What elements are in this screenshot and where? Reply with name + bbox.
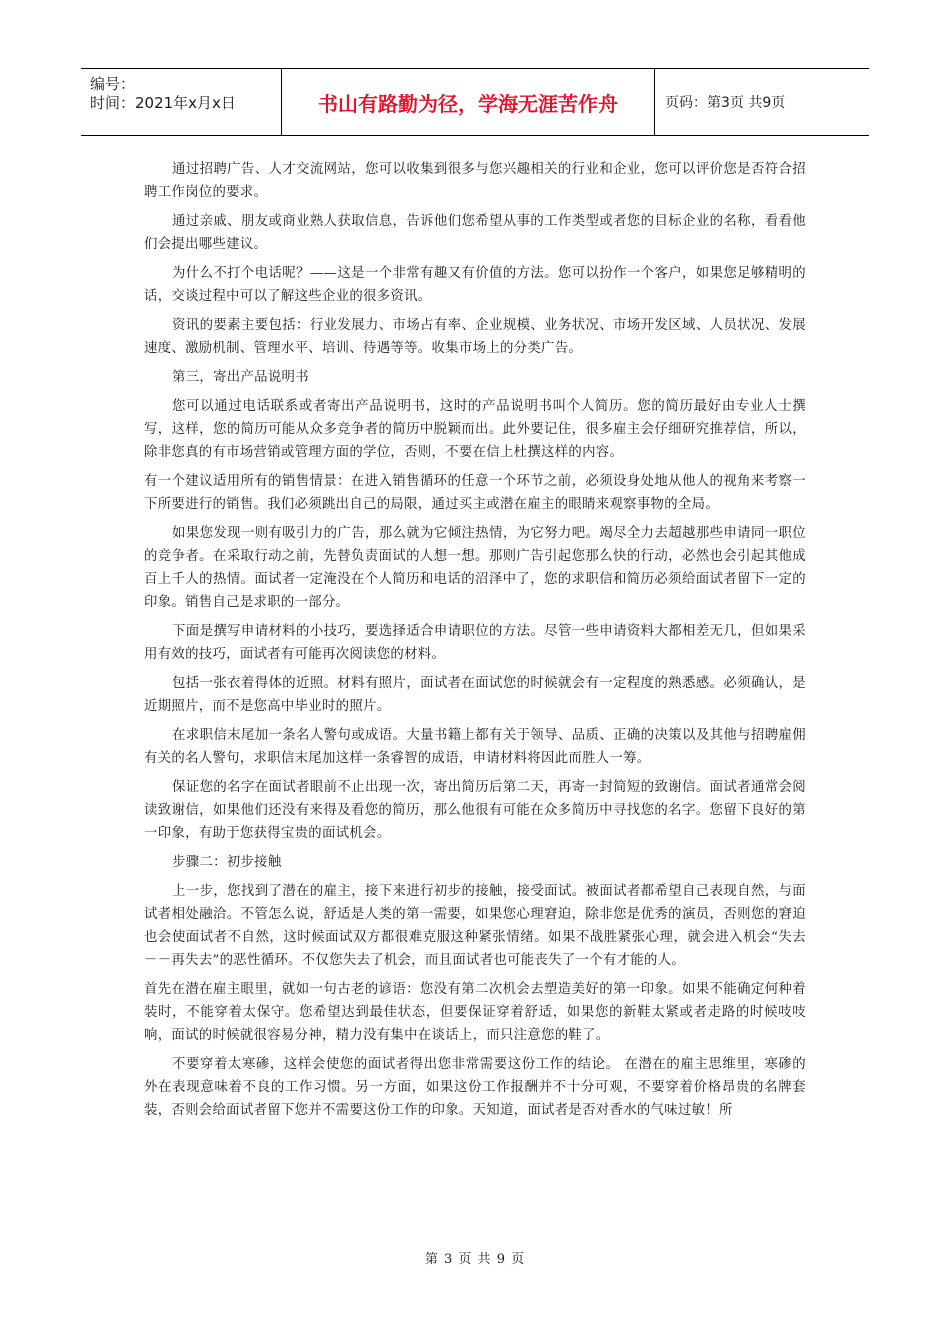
header-date-label: 时间：2021年x月x日	[90, 94, 236, 112]
header-page-label: 页码：第3页 共9页	[665, 95, 786, 111]
paragraph: 如果您发现一则有吸引力的广告，那么就为它倾注热情，为它努力吧。竭尽全力去超越那些申请同一职位的竞争者。在采取行动之前，先替负责面试的人想一想。那则广告引起您那么快的行动，必然也会引起其他成百上千人的热情。面试者一定淹没在个人简历和电话的沼泽中了，您的求职信和简历必须给面试者留下一定的印象。销售自己是求职的一部分。	[144, 526, 806, 610]
page-footer: 第 3 页 共 9 页	[424, 1252, 526, 1267]
section-heading: 第三，寄出产品说明书	[172, 370, 309, 385]
paragraph: 首先在潜在雇主眼里，就如一句古老的谚语：您没有第二次机会去塑造美好的第一印象。如果不能确定何种着装时，不能穿着太保守。您希望达到最佳状态，但要保证穿着舒适，如果您的新鞋太紧或者走路的时候吱吱响，面试的时候就很容易分神，精力没有集中在谈话上，而只注意您的鞋了。	[144, 982, 806, 1043]
header-meta	[81, 69, 282, 135]
paragraph: 通过亲戚、朋友或商业熟人获取信息，告诉他们您希望从事的工作类型或者您的目标企业的名称，看看他们会提出哪些建议。	[144, 214, 806, 252]
paragraph: 通过招聘广告、人才交流网站，您可以收集到很多与您兴趣相关的行业和企业，您可以评价您是否符合招聘工作岗位的要求。	[144, 162, 806, 200]
paragraph: 在求职信末尾加一条名人警句或成语。大量书籍上都有关于领导、品质、正确的决策以及其他与招聘雇佣有关的名人警句，求职信末尾加这样一条睿智的成语，申请材料将因此而胜人一筹。	[144, 728, 806, 766]
document-body	[144, 158, 806, 1128]
document-header	[81, 68, 869, 136]
paragraph: 上一步，您找到了潜在的雇主，接下来进行初步的接触，接受面试。被面试者都希望自己表现自然，与面试者相处融洽。不管怎么说，舒适是人类的第一需要，如果您心理窘迫，除非您是优秀的演员，否则您的窘迫也会使面试者不自然，这时候面试双方都很难克服这种紧张情绪。如果不战胜紧张心理，就会进入机会“失去－－再失去”的恶性循环。不仅您失去了机会，而且面试者也可能丧失了一个有才能的人。	[144, 884, 806, 968]
paragraph: 有一个建议适用所有的销售情景：在进入销售循环的任意一个环节之前，必须设身处地从他人的视角来考察一下所要进行的销售。我们必须跳出自己的局限，通过买主或潜在雇主的眼睛来观察事物的全局。	[144, 474, 806, 512]
paragraph: 您可以通过电话联系或者寄出产品说明书，这时的产品说明书叫个人简历。您的简历最好由专业人士撰写，这样，您的简历可能从众多竞争者的简历中脱颖而出。此外要记住，很多雇主会仔细研究推荐信，所以，除非您真的有市场营销或管理方面的学位，否则，不要在信上杜撰这样的内容。	[144, 399, 806, 460]
section-heading: 步骤二：初步接触	[172, 855, 282, 870]
paragraph: 为什么不打个电话呢？——这是一个非常有趣又有价值的方法。您可以扮作一个客户，如果您足够精明的话，交谈过程中可以了解这些企业的很多资讯。	[144, 266, 806, 304]
paragraph: 包括一张衣着得体的近照。材料有照片，面试者在面试您的时候就会有一定程度的熟悉感。必须确认，是近期照片，而不是您高中毕业时的照片。	[144, 676, 806, 714]
paragraph: 下面是撰写申请材料的小技巧，要选择适合申请职位的方法。尽管一些申请资料大都相差无几，但如果采用有效的技巧，面试者有可能再次阅读您的材料。	[144, 624, 806, 662]
header-motto: 书山有路勤为径，学海无涯苦作舟	[282, 69, 655, 135]
paragraph: 保证您的名字在面试者眼前不止出现一次，寄出简历后第二天，再寄一封简短的致谢信。面试者通常会阅读致谢信，如果他们还没有来得及看您的简历，那么他很有可能在众多简历中寻找您的名字。您留下良好的第一印象，有助于您获得宝贵的面试机会。	[144, 780, 806, 841]
paragraph: 资讯的要素主要包括：行业发展力、市场占有率、企业规模、业务状况、市场开发区域、人员状况、发展速度、激励机制、管理水平、培训、待遇等等。收集市场上的分类广告。	[144, 318, 806, 356]
paragraph: 不要穿着太寒碜，这样会使您的面试者得出您非常需要这份工作的结论。 在潜在的雇主思维里，寒碜的外在表现意味着不良的工作习惯。另一方面，如果这份工作报酬并不十分可观，不要穿着价格昂贵的名牌套装，否则会给面试者留下您并不需要这份工作的印象。天知道，面试者是否对香水的气味过敏！所	[144, 1057, 806, 1118]
header-number-label: 编号：	[90, 75, 136, 93]
